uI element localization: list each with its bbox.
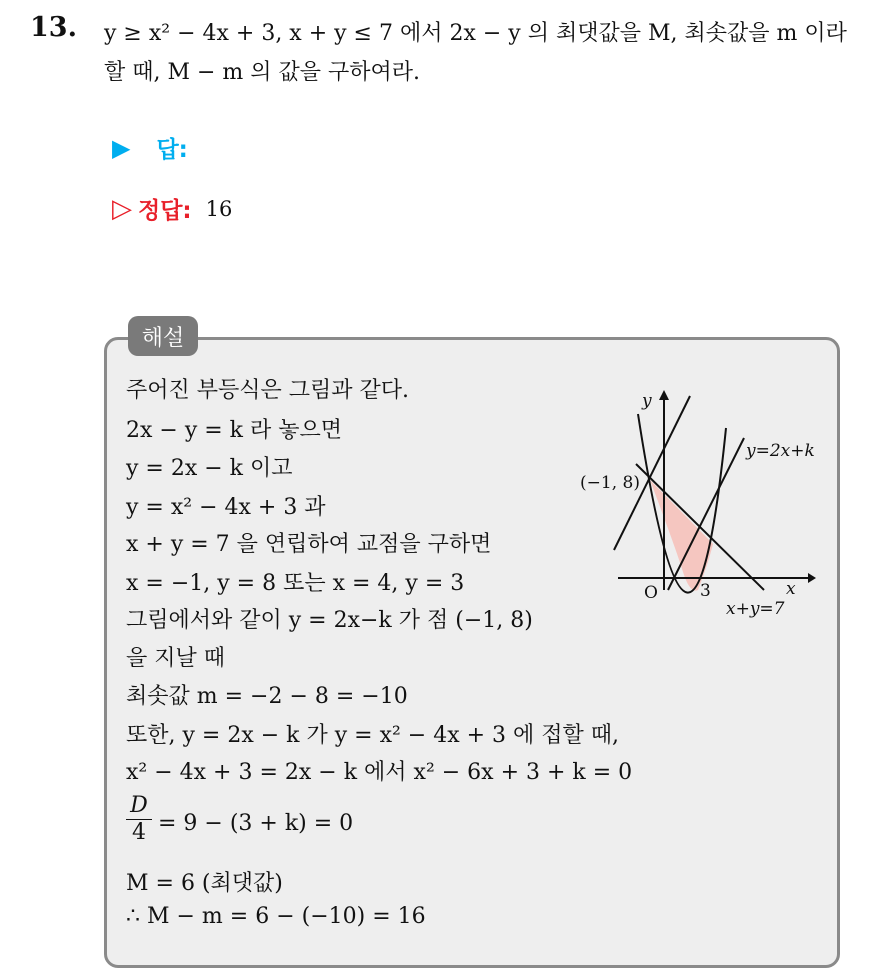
solution-line-6: x = −1, y = 8 또는 x = 4, y = 3 [126, 571, 465, 596]
solution-line-7: 그림에서와 같이 y = 2x−k 가 점 (−1, 8) [126, 608, 533, 633]
question-line-1: y ≥ x² − 4x + 3, x + y ≤ 7 에서 2x − y 의 최댓값을 M, 최솟값을 m 이라 [104, 21, 847, 46]
solution-line-9: 최솟값 m = −2 − 8 = −10 [126, 684, 408, 709]
solution-line-11: x² − 4x + 3 = 2x − k 에서 x² − 6x + 3 + k = 0 [126, 760, 633, 785]
feasible-region [650, 480, 713, 591]
fraction-denominator: 4 [132, 820, 146, 846]
x-axis-label: x [786, 579, 796, 599]
x-axis-arrow-icon [808, 573, 816, 583]
correct-answer-row [112, 192, 232, 225]
y-axis-arrow-icon [659, 390, 669, 400]
y-axis-label: y [642, 391, 652, 411]
final-answer-line: ∴ M − m = 6 − (−10) = 16 [126, 904, 426, 929]
outline-arrow-icon: ▷ [112, 193, 132, 224]
question-line-2: 할 때, M − m 의 값을 구하여라. [104, 60, 421, 85]
fraction-numerator: D [126, 793, 152, 820]
solution-line-10: 또한, y = 2x − k 가 y = x² − 4x + 3 에 접할 때, [126, 723, 620, 748]
solution-line-4: y = x² − 4x + 3 과 [126, 495, 326, 520]
fraction-d-over-4 [126, 793, 152, 847]
answer-label: 답: [156, 137, 188, 163]
solution-line-3: y = 2x − k 이고 [126, 456, 293, 481]
inequality-graph [576, 384, 826, 624]
line-label-k: y=2x+k [746, 441, 815, 461]
solution-line-5: x + y = 7 을 연립하여 교점을 구하면 [126, 532, 492, 557]
max-value-line: M = 6 (최댓값) [126, 871, 283, 896]
tick-3-label: 3 [700, 581, 711, 601]
solution-line-8: 을 지날 때 [126, 646, 225, 671]
solution-line-2: 2x − y = k 라 놓으면 [126, 418, 342, 443]
play-arrow-icon: ▶ [112, 133, 131, 162]
correct-answer-value: 16 [205, 196, 233, 221]
discriminant-equation: = 9 − (3 + k) = 0 [158, 811, 354, 836]
answer-row [112, 131, 188, 164]
correct-answer-label: 정답: [138, 198, 192, 224]
point-label: (−1, 8) [580, 473, 640, 493]
solution-tag: 해설 [128, 316, 198, 356]
line-label-7: x+y=7 [726, 599, 785, 619]
origin-label: O [644, 583, 658, 603]
question-number: 13. [30, 12, 77, 43]
solution-line-1: 주어진 부등식은 그림과 같다. [126, 378, 409, 403]
